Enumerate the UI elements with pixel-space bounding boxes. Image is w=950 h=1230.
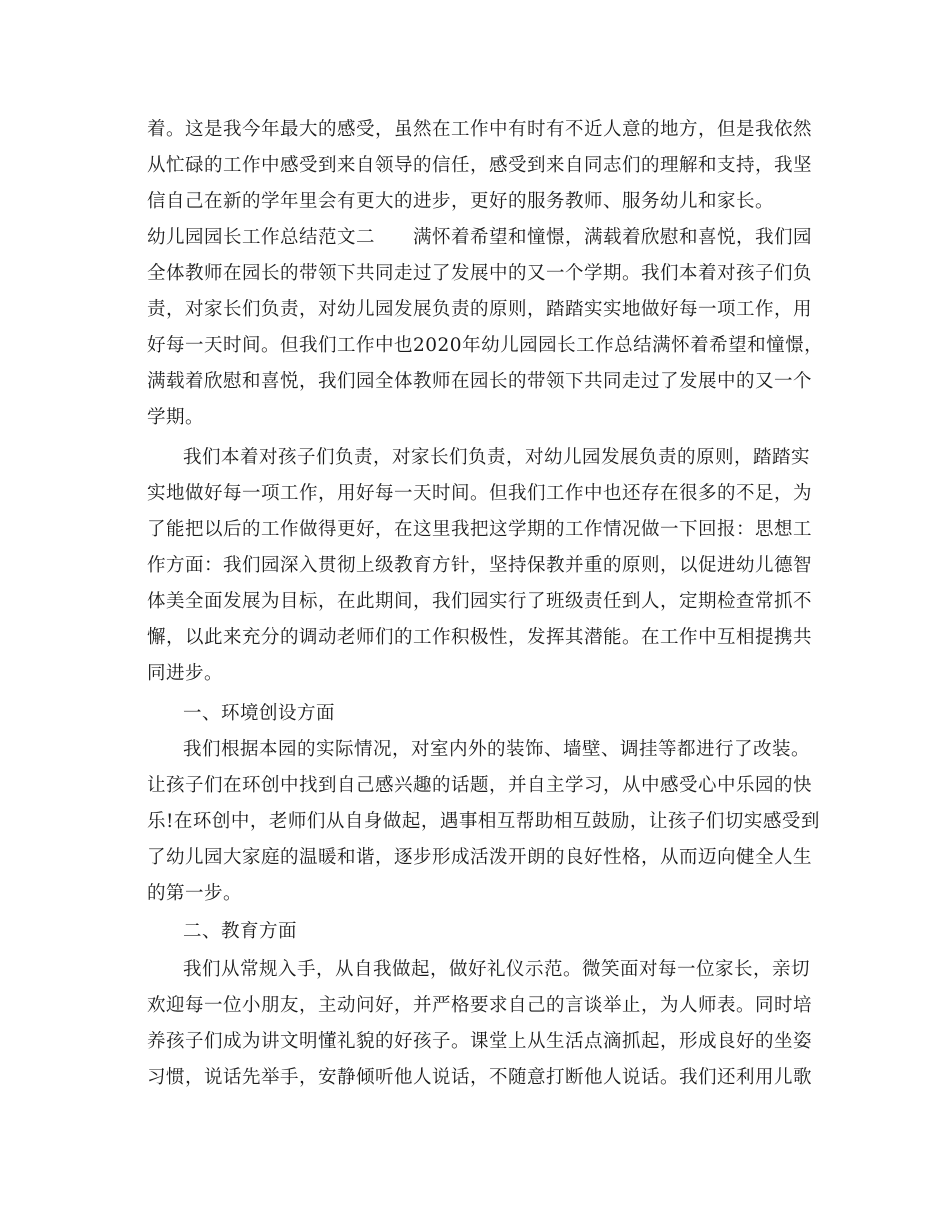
text-line: 同进步。 [147,663,224,684]
text-line: 乐!在环创中，老师们从自身做起，遇事相互帮助相互鼓励，让孩子们切实感受到 [147,811,820,832]
text-line: 养孩子们成为讲文明懂礼貌的好孩子。课堂上从生活点滴抓起，形成良好的坐姿 [147,1031,813,1052]
text-line: 全体教师在园长的带领下共同走过了发展中的又一个学期。我们本着对孩子们负 [147,263,813,284]
text-line: 作方面：我们园深入贯彻上级教育方针，坚持保教并重的原则，以促进幼儿德智 [147,555,813,576]
text-line: 好每一天时间。但我们工作中也2020年幼儿园园长工作总结满怀着希望和憧憬， [147,335,824,356]
text-line: 我们从常规入手，从自我做起，做好礼仪示范。微笑面对每一位家长，亲切 [183,959,811,980]
text-line: 幼儿园园长工作总结范文二 满怀着希望和憧憬，满载着欣慰和喜悦，我们园 [147,227,813,248]
text-line: 习惯，说话先举手，安静倾听他人说话，不随意打断他人说话。我们还利用儿歌 [147,1067,813,1088]
text-line: 我们本着对孩子们负责，对家长们负责，对幼儿园发展负责的原则，踏踏实 [183,447,811,468]
text-line: 让孩子们在环创中找到自己感兴趣的话题，并自主学习，从中感受心中乐园的快 [147,775,813,796]
text-line: 信自己在新的学年里会有更大的进步，更好的服务教师、服务幼儿和家长。 [147,191,775,212]
text-line: 学期。 [147,407,205,428]
text-line: 满载着欣慰和喜悦，我们园全体教师在园长的带领下共同走过了发展中的又一个 [147,371,813,392]
text-line: 欢迎每一位小朋友，主动问好，并严格要求自己的言谈举止，为人师表。同时培 [147,995,813,1016]
text-line: 我们根据本园的实际情况，对室内外的装饰、墙壁、调挂等都进行了改装。 [183,739,811,760]
text-line: 责，对家长们负责，对幼儿园发展负责的原则，踏踏实实地做好每一项工作，用 [147,299,813,320]
section-heading: 二、教育方面 [183,921,298,942]
text-line: 懈，以此来充分的调动老师们的工作积极性，发挥其潜能。在工作中互相提携共 [147,627,813,648]
text-line: 的第一步。 [147,883,243,904]
text-line: 体美全面发展为目标，在此期间，我们园实行了班级责任到人，定期检查常抓不 [147,591,813,612]
text-line: 了幼儿园大家庭的温暖和谐，逐步形成活泼开朗的良好性格，从而迈向健全人生 [147,847,813,868]
text-line: 着。这是我今年最大的感受，虽然在工作中有时有不近人意的地方，但是我依然 [147,119,813,140]
text-line: 从忙碌的工作中感受到来自领导的信任，感受到来自同志们的理解和支持，我坚 [147,155,813,176]
text-line: 实地做好每一项工作，用好每一天时间。但我们工作中也还存在很多的不足，为 [147,483,813,504]
text-line: 了能把以后的工作做得更好，在这里我把这学期的工作情况做一下回报：思想工 [147,519,813,540]
section-heading: 一、环境创设方面 [183,703,336,724]
